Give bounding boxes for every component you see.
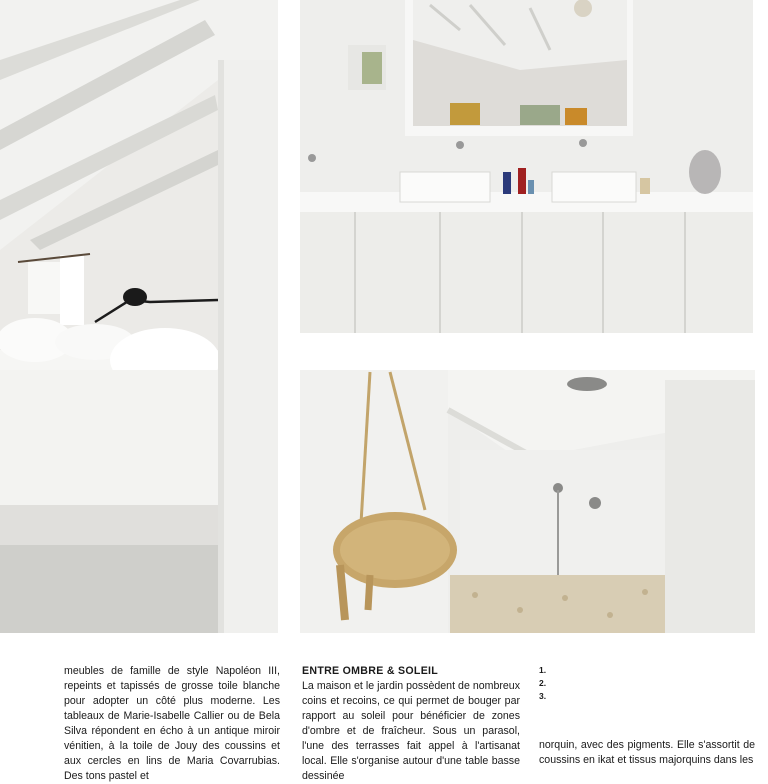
- bathroom-image: [300, 0, 753, 333]
- note-item: 3.: [539, 691, 547, 701]
- photo-shower: [300, 370, 755, 633]
- photo-bathroom: [300, 0, 753, 333]
- photo-bedroom: [0, 0, 278, 633]
- note-item: 1.: [539, 665, 547, 675]
- body-text-col1: meubles de famille de style Napoléon III, repeints et tapissés de grosse toile blanche pour adopter un côté plus moderne. Les tableaux de Marie-Isabelle Callier ou de Bela Silva répondent en écho à un antique miroir vénitien, à la toile de Jouy des coussins et aux cercles en lins de Maria Covarrubias. Des tons pastel et: [64, 665, 280, 782]
- shower-image: [300, 370, 755, 633]
- body-text-col2: La maison et le jardin possèdent de nombreux coins et recoins, ce qui permet de bouger par rapport au soleil pour bénéficier de zones d'ombre et de fraîcheur. Sous un parasol, l'une des terrasses fait appel à l'artisanat local. Elle s'organise autour d'une table basse dessinée: [302, 680, 520, 782]
- article-column-1: [64, 664, 280, 784]
- article-column-2: [302, 664, 520, 784]
- note-item: 2.: [539, 678, 547, 688]
- bedroom-image: [0, 0, 278, 633]
- notes-list: [539, 664, 755, 703]
- article-column-3: [539, 664, 755, 766]
- body-text-col3: norquin, avec des pigments. Elle s'assortit de coussins en ikat et tissus majorquins dans les: [539, 739, 755, 766]
- section-heading: ENTRE OMBRE & SOLEIL: [302, 665, 439, 677]
